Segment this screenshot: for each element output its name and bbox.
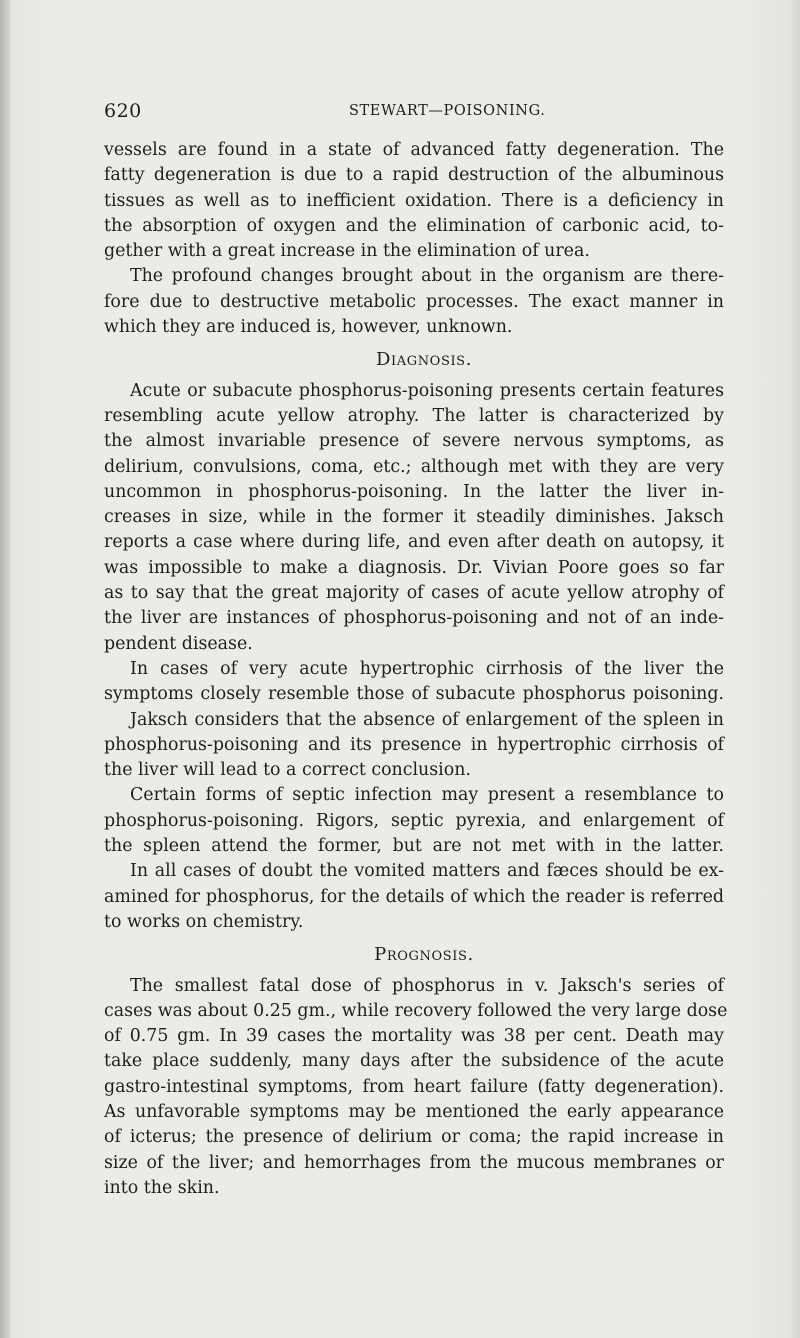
- text-line: resembling acute yellow atrophy. The latter is characterized by: [104, 405, 724, 426]
- section-heading-prognosis: Prognosis.: [374, 944, 474, 966]
- text-line: the liver will lead to a correct conclusion.: [104, 760, 471, 781]
- running-head: STEWART—POISONING.: [349, 103, 546, 119]
- text-line: In cases of very acute hypertrophic cirrhosis of the liver the: [130, 658, 724, 679]
- text-line: phosphorus-poisoning and its presence in hypertrophic cirrhosis of: [104, 734, 724, 755]
- text-line: amined for phosphorus, for the details of which the reader is referred: [104, 886, 724, 907]
- text-line: phosphorus-poisoning. Rigors, septic pyrexia, and enlargement of: [104, 810, 724, 831]
- text-line: uncommon in phosphorus-poisoning. In the latter the liver in-: [104, 481, 724, 502]
- text-line: take place suddenly, many days after the subsidence of the acute: [104, 1051, 724, 1072]
- text-line: As unfavorable symptoms may be mentioned the early appearance: [104, 1101, 724, 1122]
- text-line: vessels are found in a state of advanced fatty degeneration. The: [104, 140, 724, 160]
- text-line: the liver are instances of phosphorus-poisoning and not of an inde-: [104, 608, 724, 629]
- page-header: [104, 100, 704, 124]
- text-line: to works on chemistry.: [104, 911, 304, 932]
- text-line: pendent disease.: [104, 633, 253, 654]
- binding-shadow: [0, 0, 10, 1338]
- text-line: into the skin.: [104, 1177, 220, 1198]
- text-line: creases in size, while in the former it steadily diminishes. Jaksch: [104, 507, 724, 528]
- text-line: the absorption of oxygen and the elimination of carbonic acid, to-: [104, 215, 724, 236]
- text-line: of 0.75 gm. In 39 cases the mortality was 38 per cent. Death may: [104, 1026, 724, 1047]
- text-line: gether with a great increase in the elimination of urea.: [104, 241, 590, 262]
- text-line: Certain forms of septic infection may present a resemblance to: [130, 785, 724, 806]
- text-line: The profound changes brought about in the organism are there-: [130, 266, 724, 287]
- text-line: the spleen attend the former, but are not met with in the latter.: [104, 836, 724, 857]
- text-line: cases was about 0.25 gm., while recovery followed the very large dose: [104, 1000, 728, 1021]
- text-line: fore due to destructive metabolic processes. The exact manner in: [104, 291, 724, 312]
- section-heading-diagnosis: Diagnosis.: [375, 349, 473, 371]
- text-line: tissues as well as to inefficient oxidation. There is a deficiency in: [104, 190, 724, 211]
- text-line: of icterus; the presence of delirium or coma; the rapid increase in: [104, 1127, 724, 1148]
- text-line: delirium, convulsions, coma, etc.; although met with they are very: [104, 456, 724, 477]
- text-line: reports a case where during life, and even after death on autopsy, it: [104, 532, 724, 553]
- text-line: The smallest fatal dose of phosphorus in v. Jaksch's series of: [130, 975, 724, 996]
- text-line: which they are induced is, however, unknown.: [104, 317, 513, 338]
- text-line: In all cases of doubt the vomited matters and fæces should be ex-: [130, 861, 724, 882]
- text-line: fatty degeneration is due to a rapid destruction of the albuminous: [104, 165, 724, 186]
- text-line: symptoms closely resemble those of subacute phosphorus poisoning.: [104, 684, 724, 705]
- text-line: Jaksch considers that the absence of enlargement of the spleen in: [130, 709, 724, 730]
- text-line: as to say that the great majority of cases of acute yellow atrophy of: [104, 583, 724, 604]
- text-line: size of the liver; and hemorrhages from the mucous membranes or: [104, 1152, 724, 1173]
- page-number: 620: [104, 100, 142, 122]
- text-line: gastro-intestinal symptoms, from heart failure (fatty degeneration).: [104, 1076, 724, 1097]
- page-body: [104, 138, 728, 1201]
- text-line: was impossible to make a diagnosis. Dr. Vivian Poore goes so far: [104, 557, 724, 578]
- text-line: the almost invariable presence of severe nervous symptoms, as: [104, 431, 724, 452]
- text-line: Acute or subacute phosphorus-poisoning presents certain features: [130, 380, 724, 401]
